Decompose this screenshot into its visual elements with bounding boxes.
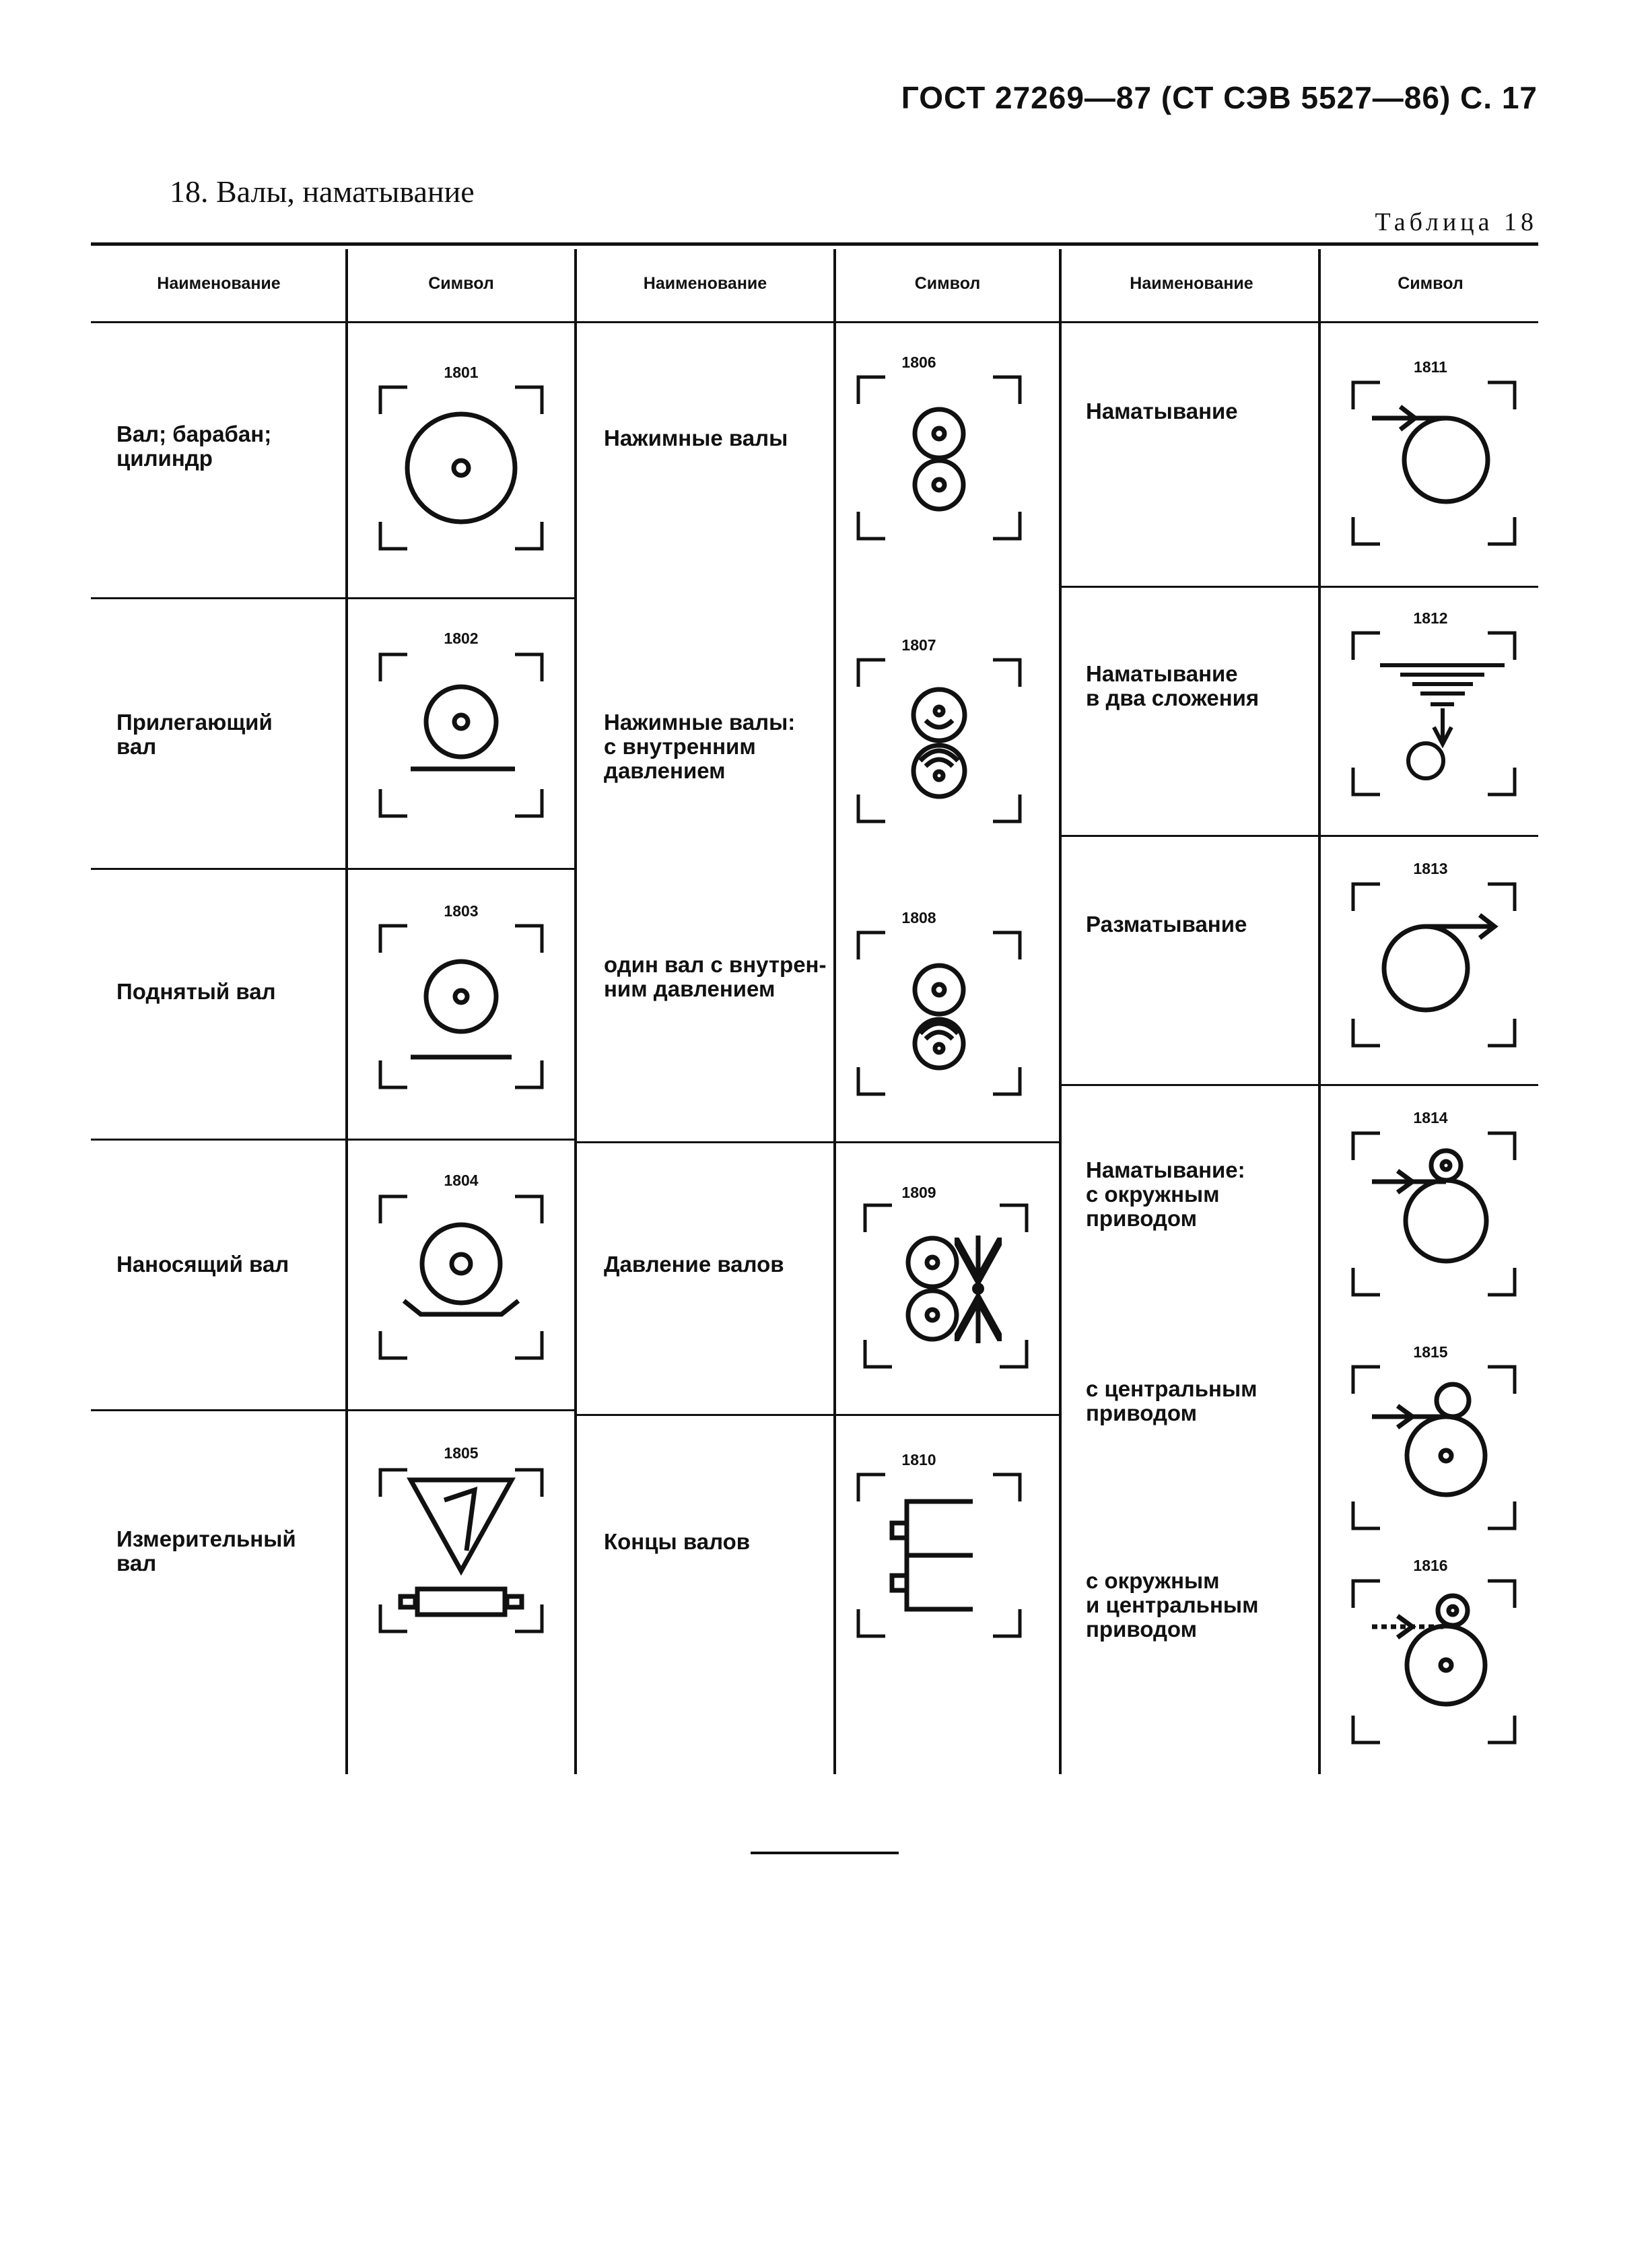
- entry-name-1810: Концы валов: [604, 1529, 751, 1554]
- roller-pressure-icon: [865, 1205, 1027, 1367]
- column-rule: [833, 249, 836, 1774]
- row-rule: [576, 1414, 1060, 1416]
- row-rule: [1060, 586, 1538, 588]
- column-rule: [574, 249, 577, 1774]
- entry-name-1812: Наматывание в два сложения: [1086, 661, 1260, 710]
- entry-name-1816: с окружным и центральным приводом: [1086, 1568, 1259, 1642]
- double-fold-winding-icon: [1353, 633, 1515, 795]
- entry-name-1808: один вал с внутрен- ним давлением: [604, 952, 827, 1001]
- applicator-roller-icon: [380, 1196, 542, 1358]
- code-1811: 1811: [1414, 358, 1447, 376]
- raised-roller-icon: [380, 926, 542, 1087]
- column-rule: [1059, 249, 1062, 1774]
- unwinding-icon: [1353, 884, 1515, 1046]
- entry-name-1814: Наматывание: с окружным приводом: [1086, 1157, 1245, 1231]
- row-rule: [576, 1141, 1060, 1143]
- table-label: Таблица 18: [1375, 208, 1538, 236]
- row-rule: [91, 1139, 576, 1141]
- entry-name-1809: Давление валов: [604, 1252, 784, 1277]
- column-header-name-1: Наименование: [157, 273, 281, 293]
- adjacent-roller-icon: [380, 654, 542, 816]
- page-header: ГОСТ 27269—87 (СТ СЭВ 5527—86) С. 17: [901, 80, 1538, 115]
- column-header-symbol-1: Символ: [428, 273, 494, 293]
- entry-name-1805: Измерительный вал: [116, 1526, 296, 1576]
- code-1812: 1812: [1413, 609, 1448, 627]
- code-1803: 1803: [444, 902, 479, 920]
- entry-name-1803: Поднятый вал: [116, 979, 276, 1004]
- code-1802: 1802: [444, 630, 479, 647]
- symbols-table: [91, 242, 1538, 1771]
- code-1804: 1804: [444, 1172, 479, 1189]
- peripheral-drive-winding-icon: [1353, 1133, 1515, 1295]
- code-1814: 1814: [1413, 1109, 1448, 1126]
- code-1806: 1806: [901, 353, 936, 371]
- footer-rule: [751, 1852, 899, 1854]
- code-1815: 1815: [1413, 1343, 1448, 1361]
- section-title: 18. Валы, наматывание: [170, 174, 475, 209]
- code-1808: 1808: [901, 909, 936, 926]
- roller-ends-icon: [858, 1475, 1020, 1636]
- code-1810: 1810: [901, 1451, 936, 1468]
- column-header-symbol-3: Символ: [1398, 273, 1464, 293]
- internal-pressure-rollers-icon: [858, 660, 1020, 821]
- measuring-roller-icon: [380, 1470, 542, 1631]
- entry-name-1801: Вал; барабан; цилиндр: [116, 421, 272, 471]
- entry-name-1813: Разматывание: [1086, 912, 1247, 937]
- column-rule: [1318, 249, 1321, 1774]
- entry-name-1802: Прилегающий вал: [116, 710, 273, 759]
- column-header-symbol-2: Символ: [914, 273, 981, 293]
- code-1807: 1807: [901, 636, 936, 654]
- press-rollers-icon: [858, 377, 1020, 539]
- entry-name-1806: Нажимные валы: [604, 426, 788, 450]
- row-rule: [1060, 1084, 1538, 1086]
- code-1805: 1805: [444, 1444, 479, 1462]
- code-1801: 1801: [444, 364, 479, 381]
- code-1816: 1816: [1413, 1557, 1448, 1574]
- row-rule: [1060, 835, 1538, 837]
- entry-name-1807: Нажимные валы: с внутренним давлением: [604, 710, 796, 783]
- column-header-name-2: Наименование: [643, 273, 767, 293]
- one-internal-pressure-roller-icon: [858, 933, 1020, 1094]
- code-1813: 1813: [1413, 860, 1448, 877]
- column-header-name-3: Наименование: [1130, 273, 1253, 293]
- row-rule: [91, 597, 576, 599]
- entry-name-1811: Наматывание: [1086, 399, 1238, 424]
- winding-icon: [1353, 382, 1515, 544]
- roller-icon: [380, 387, 542, 549]
- row-rule: [91, 868, 576, 870]
- code-1809: 1809: [901, 1184, 936, 1201]
- entry-name-1804: Наносящий вал: [116, 1252, 289, 1277]
- center-drive-winding-icon: [1353, 1367, 1515, 1528]
- entry-name-1815: с центральным приводом: [1086, 1376, 1258, 1425]
- column-rule: [345, 249, 348, 1774]
- combined-drive-winding-icon: [1353, 1581, 1515, 1743]
- row-rule: [91, 1409, 576, 1411]
- header-rule: [91, 321, 1538, 323]
